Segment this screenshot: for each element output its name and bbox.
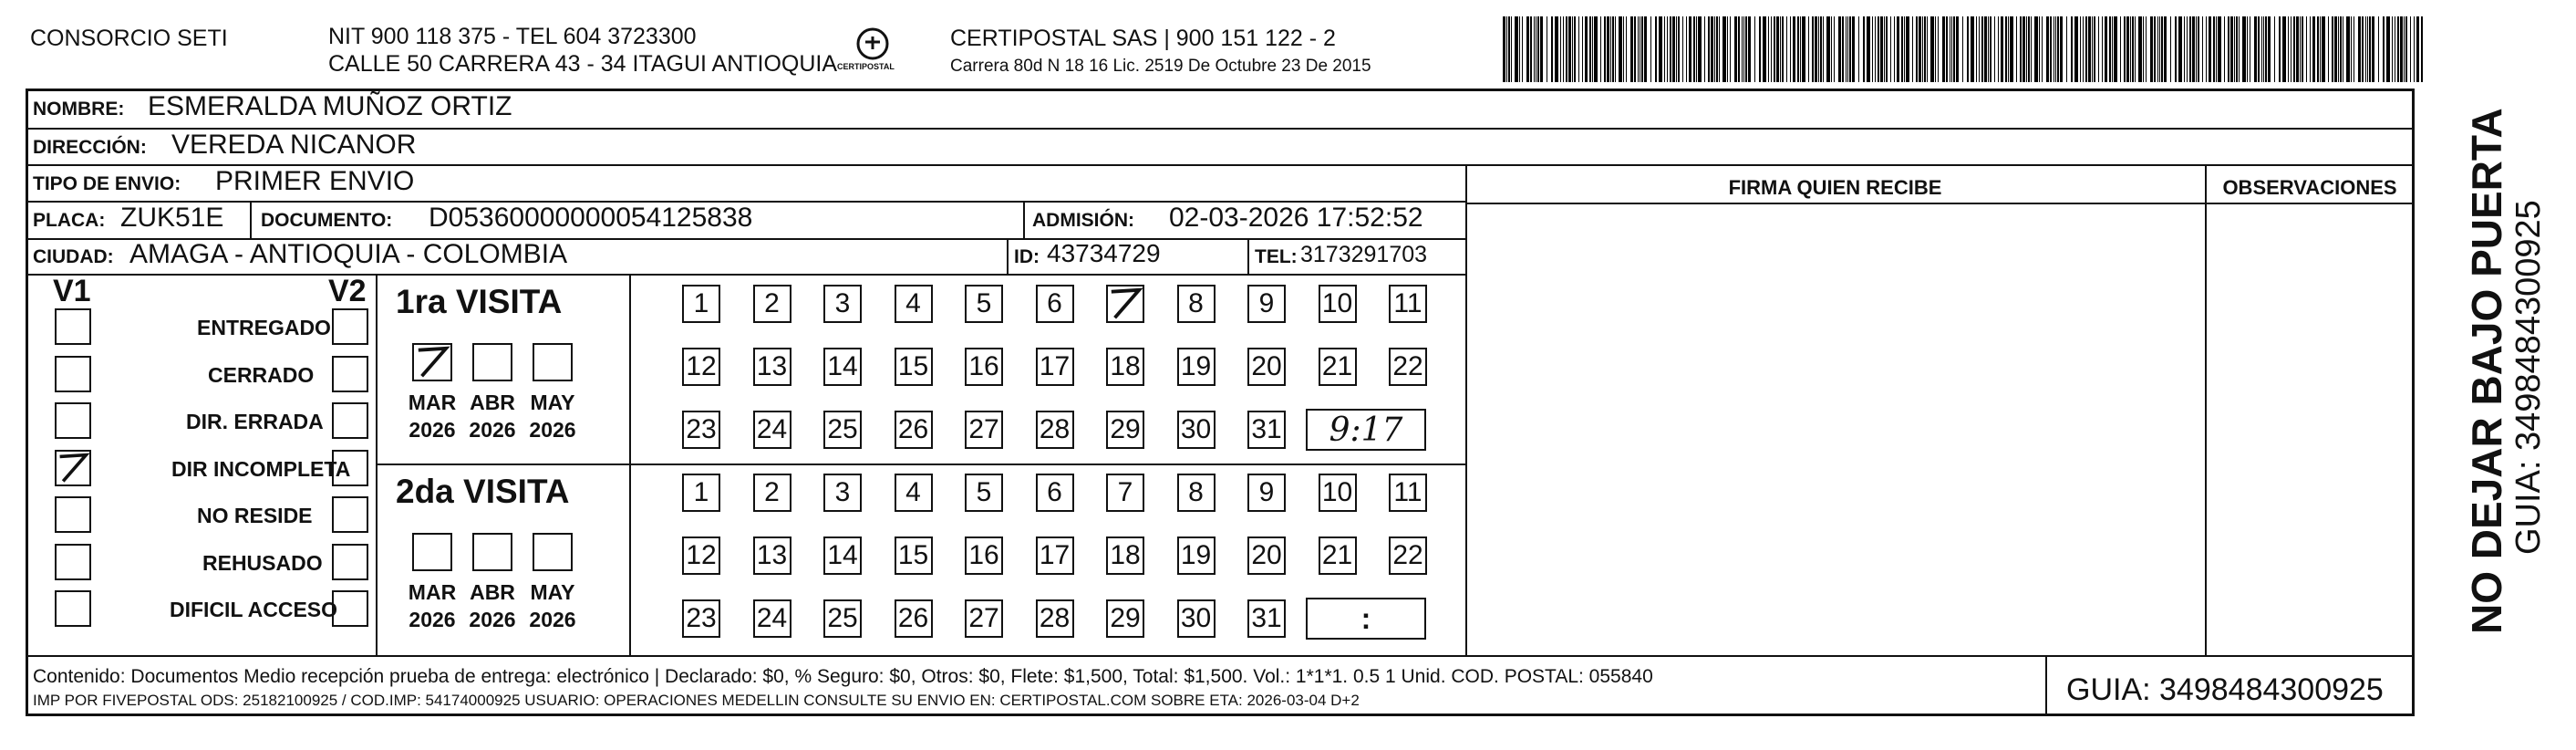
day-box[interactable]: 12 [682,536,720,575]
month-checkbox[interactable] [412,533,452,571]
status-label: REHUSADO [202,550,323,575]
day-box[interactable]: 5 [965,474,1003,512]
nit-line: NIT 900 118 375 - TEL 604 3723300 [328,24,697,49]
day-box[interactable]: 26 [895,599,933,638]
day-box[interactable]: 30 [1177,599,1216,638]
day-box[interactable]: 23 [682,411,720,449]
status-label: NO RESIDE [197,504,313,527]
v1-checkbox[interactable] [55,402,91,439]
day-box[interactable]: 11 [1389,474,1427,512]
check-mark-icon [57,452,89,484]
month-label: ABR 2026 [469,391,516,442]
nombre-value: ESMERALDA MUÑOZ ORTIZ [148,91,512,121]
day-box[interactable]: 1 [682,474,720,512]
footer-guia: GUIA: 3498484300925 [2066,672,2384,707]
day-box[interactable]: 18 [1106,348,1144,386]
visit2-time: : [1360,601,1371,635]
day-box[interactable]: 21 [1319,536,1357,575]
certipostal-logo [832,26,914,80]
firma-header: FIRMA QUIEN RECIBE [1728,176,1942,199]
imp-text: IMP POR FIVEPOSTAL ODS: 25182100925 / COD.IMP: 54174000925 USUARIO: OPERACIONES MEDELLIN CONSULTE SU ENVIO EN: CERTIPOSTAL.COM SOBRE ETA: 2026-03-04 D+2 [33,692,1360,709]
observaciones-header: OBSERVACIONES [2222,176,2397,199]
day-box[interactable]: 4 [895,285,933,323]
nombre-label: NOMBRE: [33,99,125,120]
direccion-label: DIRECCIÓN: [33,137,147,158]
day-box[interactable]: 6 [1036,285,1074,323]
day-box[interactable] [1106,285,1144,323]
month-checkbox[interactable] [412,343,452,381]
direccion-value: VEREDA NICANOR [171,130,417,160]
day-box[interactable]: 28 [1036,411,1074,449]
v2-checkbox[interactable] [332,450,368,486]
day-box[interactable]: 8 [1177,285,1216,323]
day-box[interactable]: 9 [1247,474,1286,512]
day-box[interactable]: 17 [1036,348,1074,386]
day-box[interactable]: 31 [1247,599,1286,638]
tipo-envio-label: TIPO DE ENVIO: [33,173,181,194]
v1-checkbox[interactable] [55,308,91,345]
day-box[interactable]: 5 [965,285,1003,323]
check-mark-icon [1108,286,1143,321]
day-box[interactable]: 17 [1036,536,1074,575]
month-label: MAY 2026 [529,391,576,442]
v1-checkbox[interactable] [55,496,91,533]
day-box[interactable]: 13 [753,536,791,575]
visit1-time: 9:17 [1329,411,1403,449]
v1-header: V1 [53,274,91,308]
status-label: DIR INCOMPLETA [171,456,351,481]
day-box[interactable]: 3 [823,285,862,323]
status-label: ENTREGADO [197,316,331,339]
day-box[interactable]: 21 [1319,348,1357,386]
day-box[interactable]: 22 [1389,536,1427,575]
visit1-time-box[interactable] [1306,409,1426,451]
license-line: Carrera 80d N 18 16 Lic. 2519 De Octubre 23 De 2015 [950,57,1371,76]
day-box[interactable]: 11 [1389,285,1427,323]
contenido-text: Contenido: Documentos Medio recepción prueba de entrega: electrónico | Declarado: $0, % Seguro: $0, Otros: $0, Flete: $1,500, Total: $1,500. Vol.: 1*1*1. 0.5 1 Unid. COD. POSTAL: 055840 [33,666,1653,687]
v1-checkbox[interactable] [55,544,91,580]
day-box[interactable]: 7 [1106,474,1144,512]
company-name: CONSORCIO SETI [30,26,228,51]
placa-value: ZUK51E [120,203,224,233]
day-box[interactable]: 27 [965,411,1003,449]
day-box[interactable]: 24 [753,411,791,449]
day-box[interactable]: 14 [823,348,862,386]
id-label: ID: [1014,246,1040,267]
day-box[interactable]: 15 [895,536,933,575]
day-box[interactable]: 13 [753,348,791,386]
day-box[interactable]: 1 [682,285,720,323]
day-box[interactable]: 25 [823,599,862,638]
tipo-envio-value: PRIMER ENVIO [215,166,415,196]
month-checkbox[interactable] [533,343,573,381]
day-box[interactable]: 15 [895,348,933,386]
barcode [1503,16,2433,82]
status-label: DIR. ERRADA [186,410,324,433]
day-box[interactable]: 30 [1177,411,1216,449]
tel-label: TEL: [1255,246,1298,267]
month-checkbox[interactable] [472,343,512,381]
day-box[interactable]: 20 [1247,536,1286,575]
month-label: MAR 2026 [408,580,457,631]
v1-checkbox[interactable] [55,356,91,392]
day-box[interactable]: 16 [965,536,1003,575]
ciudad-label: CIUDAD: [33,246,114,267]
month-label: MAY 2026 [529,580,576,631]
day-box[interactable]: 19 [1177,536,1216,575]
month-checkbox[interactable] [472,533,512,571]
v1-checkbox[interactable] [55,450,91,486]
status-label: CERRADO [208,362,315,387]
v2-checkbox[interactable] [332,496,368,533]
day-box[interactable]: 22 [1389,348,1427,386]
day-box[interactable]: 2 [753,285,791,323]
id-value: 43734729 [1047,239,1161,267]
firma-area[interactable] [1468,205,2203,652]
observaciones-area[interactable] [2208,205,2413,652]
month-label: MAR 2026 [408,391,457,442]
v2-checkbox[interactable] [332,308,368,345]
placa-label: PLACA: [33,210,106,231]
visit2-time-box[interactable] [1306,598,1426,640]
day-box[interactable]: 16 [965,348,1003,386]
admision-label: ADMISIÓN: [1032,210,1134,231]
visit1-title: 1ra VISITA [396,283,563,320]
day-box[interactable]: 31 [1247,411,1286,449]
day-box[interactable]: 3 [823,474,862,512]
admision-value: 02-03-2026 17:52:52 [1169,203,1423,233]
day-box[interactable]: 28 [1036,599,1074,638]
day-box[interactable]: 20 [1247,348,1286,386]
check-mark-icon [414,345,450,380]
status-label: DIFICIL ACCESO [170,598,338,621]
v2-checkbox[interactable] [332,356,368,392]
month-checkbox[interactable] [533,533,573,571]
v2-header: V2 [328,274,367,308]
day-box[interactable]: 29 [1106,599,1144,638]
v1-checkbox[interactable] [55,590,91,627]
day-box[interactable]: 27 [965,599,1003,638]
day-box[interactable]: 8 [1177,474,1216,512]
documento-value: D05360000000054125838 [429,203,753,233]
v2-checkbox[interactable] [332,544,368,580]
day-box[interactable]: 24 [753,599,791,638]
day-box[interactable]: 2 [753,474,791,512]
certipostal-line: CERTIPOSTAL SAS | 900 151 122 - 2 [950,26,1336,51]
day-box[interactable]: 9 [1247,285,1286,323]
v2-checkbox[interactable] [332,590,368,627]
ciudad-value: AMAGA - ANTIOQUIA - COLOMBIA [129,239,568,269]
day-box[interactable]: 26 [895,411,933,449]
logo-text: CERTIPOSTAL [837,62,895,71]
day-box[interactable]: 25 [823,411,862,449]
day-box[interactable]: 18 [1106,536,1144,575]
day-box[interactable]: 6 [1036,474,1074,512]
address-line: CALLE 50 CARRERA 43 - 34 ITAGUI ANTIOQUIA [328,51,838,77]
tel-value: 3173291703 [1300,242,1428,267]
documento-label: DOCUMENTO: [261,210,393,231]
month-label: ABR 2026 [469,580,516,631]
day-box[interactable]: 23 [682,599,720,638]
day-box[interactable]: 10 [1319,474,1357,512]
day-box[interactable]: 12 [682,348,720,386]
no-dejar-bajo-puerta: NO DEJAR BAJO PUERTA [2463,108,2510,634]
visit2-title: 2da VISITA [396,473,570,510]
side-guia: GUIA: 3498484300925 [2509,200,2548,555]
day-box[interactable]: 29 [1106,411,1144,449]
day-box[interactable]: 14 [823,536,862,575]
day-box[interactable]: 19 [1177,348,1216,386]
day-box[interactable]: 10 [1319,285,1357,323]
day-box[interactable]: 4 [895,474,933,512]
v2-checkbox[interactable] [332,402,368,439]
